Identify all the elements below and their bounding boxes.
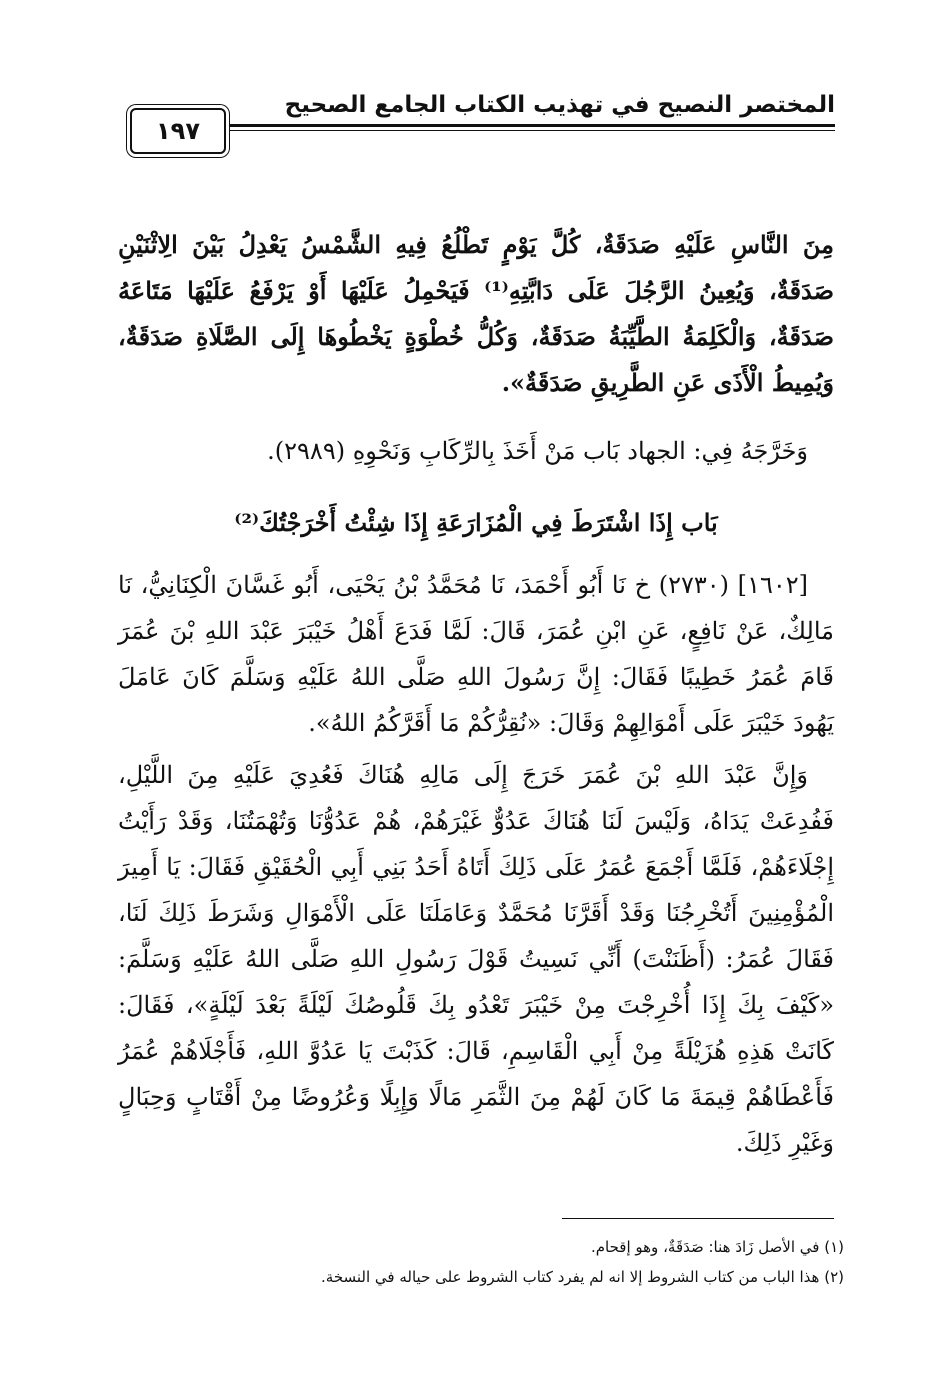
header-rule [225,124,835,127]
page-number: ١٩٧ [130,108,226,154]
paragraph-hadith-1602: [١٦٠٢] (٢٧٣٠) خ نَا أَبُو أَحْمَدَ، نَا مُحَمَّدُ بْنُ يَحْيَى، أَبُو غَسَّانَ الْكِنَانِيُّ، نَا مَالِكٌ، عَنْ نَافِعٍ، عَنِ ابْنِ عُمَرَ، قَالَ: لَمَّا فَدَعَ أَهْلُ خَيْبَرَ عَبْدَ اللهِ بْنَ عُمَرَ قَامَ عُمَرُ خَطِيبًا فَقَالَ: إِنَّ رَسُولَ اللهِ صَلَّى اللهُ عَلَيْهِ وَسَلَّمَ كَانَ عَامَلَ يَهُودَ خَيْبَرَ عَلَى أَمْوَالِهِمْ وَقَالَ: «نُقِرُّكُمْ مَا أَقَرَّكُمُ اللهُ». [118,571,834,737]
running-title: المختصر النصيح في تهذيب الكتاب الجامع الصحيح [284,92,835,118]
page-header [120,88,835,158]
paragraph-cross-reference: وَخَرَّجَهُ فِي: الجهاد بَاب مَنْ أَخَذَ بِالرِّكَابِ وَنَحْوِهِ (٢٩٨٩). [267,437,808,465]
footnotes [118,1232,844,1292]
footnote-1: (١) في الأصل زَادَ هنا: صَدَقَةٌ، وهو إقحام. [590,1238,844,1256]
header-rule-thin [225,130,835,131]
footnote-2: (٢) هذا الباب من كتاب الشروط إلا انه لم يفرد كتاب الشروط على حياله في النسخة. [321,1268,844,1286]
footnote-divider [562,1218,834,1219]
chapter-heading: بَاب إِذَا اشْتَرَطَ فِي الْمُزَارَعَةِ إِذَا شِئْتُ أَخْرَجْتُكَ⁽²⁾ [234,508,718,537]
paragraph-narrative: وَإِنَّ عَبْدَ اللهِ بْنَ عُمَرَ خَرَجَ إِلَى مَالِهِ هُنَاكَ فَعُدِيَ عَلَيْهِ مِنَ اللَّيْلِ، فَفُدِعَتْ يَدَاهُ، وَلَيْسَ لَنَا هُنَاكَ عَدُوٌّ غَيْرَهُمْ، هُمْ عَدُوُّنَا وَتُهْمَتُنَا، وَقَدْ رَأَيْتُ إِجْلَاءَهُمْ، فَلَمَّا أَجْمَعَ عُمَرُ عَلَى ذَلِكَ أَتَاهُ أَحَدُ بَنِي أَبِي الْحُقَيْقِ فَقَالَ: يَا أَمِيرَ الْمُؤْمِنِينَ أَتُخْرِجُنَا وَقَدْ أَقَرَّنَا مُحَمَّدٌ وَعَامَلَنَا عَلَى الْأَمْوَالِ وَشَرَطَ ذَلِكَ لَنَا، فَقَالَ عُمَرُ: (أَظَنَنْتَ) أَنِّي نَسِيتُ قَوْلَ رَسُولِ اللهِ صَلَّى اللهُ عَلَيْهِ وَسَلَّمَ: «كَيْفَ بِكَ إِذَا أُخْرِجْتَ مِنْ خَيْبَرَ تَعْدُو بِكَ قَلُوصُكَ لَيْلَةً بَعْدَ لَيْلَةٍ»، فَقَالَ: كَانَتْ هَذِهِ هُزَيْلَةً مِنْ أَبِي الْقَاسِمِ، قَالَ: كَذَبْتَ يَا عَدُوَّ اللهِ، فَأَجْلَاهُمْ عُمَرُ فَأَعْطَاهُمْ قِيمَةَ مَا كَانَ لَهُمْ مِنَ الثَّمَرِ مَالًا وَإِبِلًا وَعُرُوضًا مِنْ أَقْتَابٍ وَحِبَالٍ وَغَيْرِ ذَلِكَ. [118,761,835,1157]
paragraph-hadith-continuation: مِنَ النَّاسِ عَلَيْهِ صَدَقَةٌ، كُلَّ يَوْمٍ تَطْلُعُ فِيهِ الشَّمْسُ يَعْدِلُ بَيْنَ الِاثْنَيْنِ صَدَقَةٌ، وَيُعِينُ الرَّجُلَ عَلَى دَابَّتِهِ⁽¹⁾ فَيَحْمِلُ عَلَيْهَا أَوْ يَرْفَعُ عَلَيْهَا مَتَاعَهُ صَدَقَةٌ، وَالْكَلِمَةُ الطَّيِّبَةُ صَدَقَةٌ، وَكُلُّ خُطْوَةٍ يَخْطُوهَا إِلَى الصَّلَاةِ صَدَقَةٌ، وَيُمِيطُ الْأَذَى عَنِ الطَّرِيقِ صَدَقَةٌ». [118,230,835,397]
